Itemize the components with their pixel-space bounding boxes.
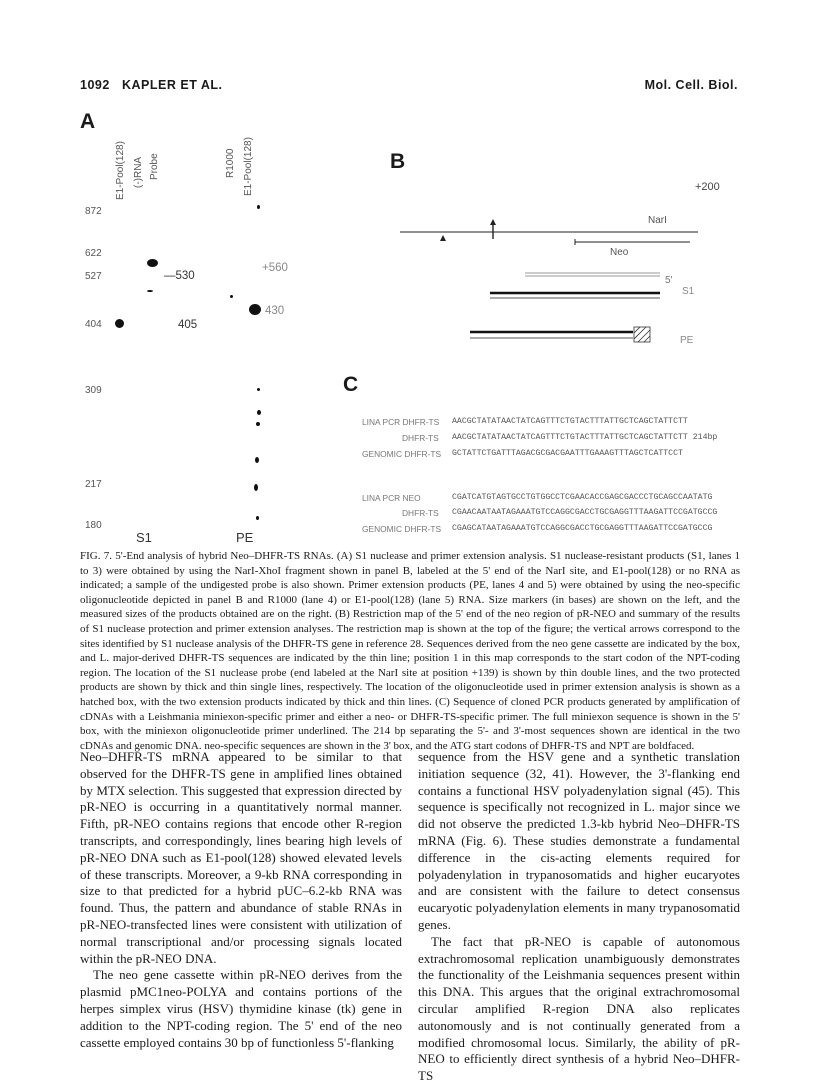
panel-c-label: C [343,373,359,396]
caption-text: (A) S1 nuclease and primer extension analysis. S1 nuclease-resistant products (S1, lanes 1 to 3) were obtained by using the NarI-XhoI fragment shown in panel B, labeled at the 5' end of the NarI site, and E1-pool(128) or no RNA as indicated; a sample of the undigested probe is also shown. Primer extension products (PE, lanes 4 and 5) were obtained by using the neo-specific oligonucleotide depicted in panel B and R1000 (lane 4) or E1-pool(128) (lane 5) RNA. Size markers (in bases) are shown on the left, and the measured sizes of the products obtained are on the right. (B) Restriction map of the 5' end of the neo region of pR-NEO and summary of the results of S1 nuclease protection and primer extension analyses. The restriction map is shown at the top of the figure; the vertical arrows correspond to the sites identified by S1 nuclease analysis of the DHFR-TS gene in reference 28. Sequences derived from the neo gene cassette are indicated by the box, and L. major-derived DHFR-TS sequences are indicated by the thin line; position 1 in this map corresponds to the start codon of the NPT-coding region. The location of the S1 nuclease probe (end labeled at the NarI site at position +139) is shown by thin double lines, and the two protected products are shown by thick and thin single lines, respectively. The location of the oligonucleotide used in primer extension analysis is shown as a hatched box, with the two extension products indicated by thick and thin lines. (C) Sequence of cloned PCR products generated by amplification of cDNAs with a Leishmania miniexon-specific primer and either a neo- or DHFR-TS-specific primer. The full miniexon sequence is shown in the 5' box, with the miniexon oligonucleotide primer underlined. The 214 bp separating the 5'- and 3'-most sequences shown are identical in the two cDNAs and genomic DNA. neo-specific sequences are shown in the 3' box, and the ATG start codons of DHFR-TS and NPT are boldfaced. [80,550,741,752]
running-authors: KAPLER ET AL. [122,78,223,92]
lane-header-2: (-)RNA [133,156,144,188]
gel-band [256,422,260,426]
s1-label: S1 [682,286,695,297]
s1-size-530: —530 [164,270,195,282]
hatch [638,330,650,342]
body-paragraph: sequence from the HSV gene and a synthetic translation initiation sequence (32, 41). However, the 3'-flanking end contains a functional HSV polyadenylation signal (45). This sequence is specifically not recognized in L. major since we did not observe the predicted 1.3-kb hybrid Neo–DHFR-TS mRNA (Fig. 6). These studies demonstrate a fundamental difference in the cis-acting elements required for polyadenylation in trypanosomatids and higher eucaryotes and are consistent with the failure to detect consensus eucaryotic polyadenylation elements in many trypanosomatid genes. [418,749,740,932]
gel-band [256,516,259,520]
pe-size-560: +560 [262,262,288,274]
lane-group-pe: PE [236,530,254,545]
seq-row-label: DHFR-TS [402,433,439,443]
seq-row-label: LINA PCR DHFR-TS [362,417,440,427]
restriction-map [380,175,710,355]
gel-band [230,295,233,298]
panel-a-label: A [80,110,96,133]
gel-band [257,388,260,391]
figure-caption [80,549,740,753]
s1-size-405: 405 [178,319,198,331]
gel-band [115,319,124,328]
seq-row-label: GENOMIC DHFR-TS [362,449,442,459]
hatch [644,336,650,342]
body-paragraph: The neo gene cassette within pR-NEO derives from the plasmid pMC1neo-POLYA and contains portions of the herpes simplex virus (HSV) thymidine kinase (tk) gene in addition to the NPT-coding region. The 5' end of the neo cassette employed contains 30 bp of functionless 5'-flanking [80,967,402,1050]
pe-size-430: 430 [265,305,285,317]
seq-row-label: GENOMIC DHFR-TS [362,524,442,534]
gel-band [249,304,261,315]
seq-row-text: CGATCATGTAGTGCCTGTGGCCTCGAACACCGAGCGACCCTGCAGCCAATATG [452,493,713,502]
five-prime-label: 5' [665,275,673,286]
seq-row-text: AACGCTATATAACTATCAGTTTCTGTACTTTATTGCTCAGCTATTCTT [452,417,688,426]
body-column-right [418,749,740,1085]
pe-label: PE [680,335,694,346]
seq-row-label: LINA PCR NEO [362,493,421,503]
body-paragraph: The fact that pR-NEO is capable of autonomous extrachromosomal replication unambiguously demonstrates the functionality of the Leishmania sequences present within this DNA. This argues that the original extrachromosomal circular amplified R-region DNA also replicates autonomously and is not continually generated from a modified chromosomal locus. Similarly, the ability of pR-NEO to efficiently direct synthesis of a hybrid Neo–DHFR-TS [418,933,740,1084]
pe-oligo-hatched-box [634,327,650,342]
s1-site-arrow [440,235,446,241]
site-label-nari: NarI [648,215,667,226]
size-marker-404: 404 [85,319,102,330]
body-column-left [80,749,402,1051]
scale-label: +200 [695,181,720,193]
caption-title: FIG. 7. 5'-End analysis of hybrid Neo–DHFR-TS RNAs. [80,550,334,562]
body-paragraph: Neo–DHFR-TS mRNA appeared to be similar to that observed for the DHFR-TS gene in amplified lines obtained by MTX selection. This suggested that expression directed by pR-NEO is occurring in a quantitatively normal manner. Fifth, pR-NEO contains regions that encode other R-region transcripts, and correspondingly, lines bearing high levels of pR-NEO DNA such as E1-pool(128) showed elevated levels of these transcripts. Moreover, a 9-kb RNA corresponding in size to that predicted for a hybrid pUC–6.2-kb RNA was found. Thus, the pattern and abundance of stable RNAs in pR-NEO-transfected lines were consistent with utilization of normal transcriptional and/or processing signals located within the pR-NEO DNA. [80,749,402,966]
hatch [634,327,640,333]
gel-band [255,457,259,463]
lane-group-s1: S1 [136,530,152,545]
gel-band [257,410,261,415]
s1-site-arrow [490,219,496,225]
size-marker-527: 527 [85,271,102,282]
hatch [634,327,646,339]
size-marker-872: 872 [85,206,102,217]
size-marker-180: 180 [85,520,102,531]
neo-label: Neo [610,247,629,258]
gel-band [254,484,258,491]
size-marker-217: 217 [85,479,102,490]
gel-band [257,205,260,209]
page-number: 1092 [80,78,110,92]
lane-header-4: R1000 [225,148,236,178]
seq-row-text: AACGCTATATAACTATCAGTTTCTGTACTTTATTGCTCAGCTATTCTT 214bp [452,433,718,442]
lane-header-1: E1-Pool(128) [115,141,126,200]
seq-row-text: GCTATTCTGATTTAGACGCGACGAATTTGAAAGTTTAGCTCATTCCT [452,449,683,458]
seq-row-text: CGAGCATAATAGAAATGTCCAGGCGACCTGCGAGGTTTAAGATTCCGATGCCG [452,524,713,533]
lane-header-3: Probe [149,153,160,180]
size-marker-622: 622 [85,248,102,259]
size-marker-309: 309 [85,385,102,396]
panel-b-label: B [390,150,406,173]
journal-name: Mol. Cell. Biol. [644,78,738,92]
gel-band [147,259,158,267]
seq-row-text: CGAACAATAATAGAAATGTCCAGGCGACCTGCGAGGTTTAAGATTCCGATGCCG [452,508,718,517]
seq-row-label: DHFR-TS [402,508,439,518]
lane-header-5: E1-Pool(128) [243,137,254,196]
gel-band [147,290,153,292]
